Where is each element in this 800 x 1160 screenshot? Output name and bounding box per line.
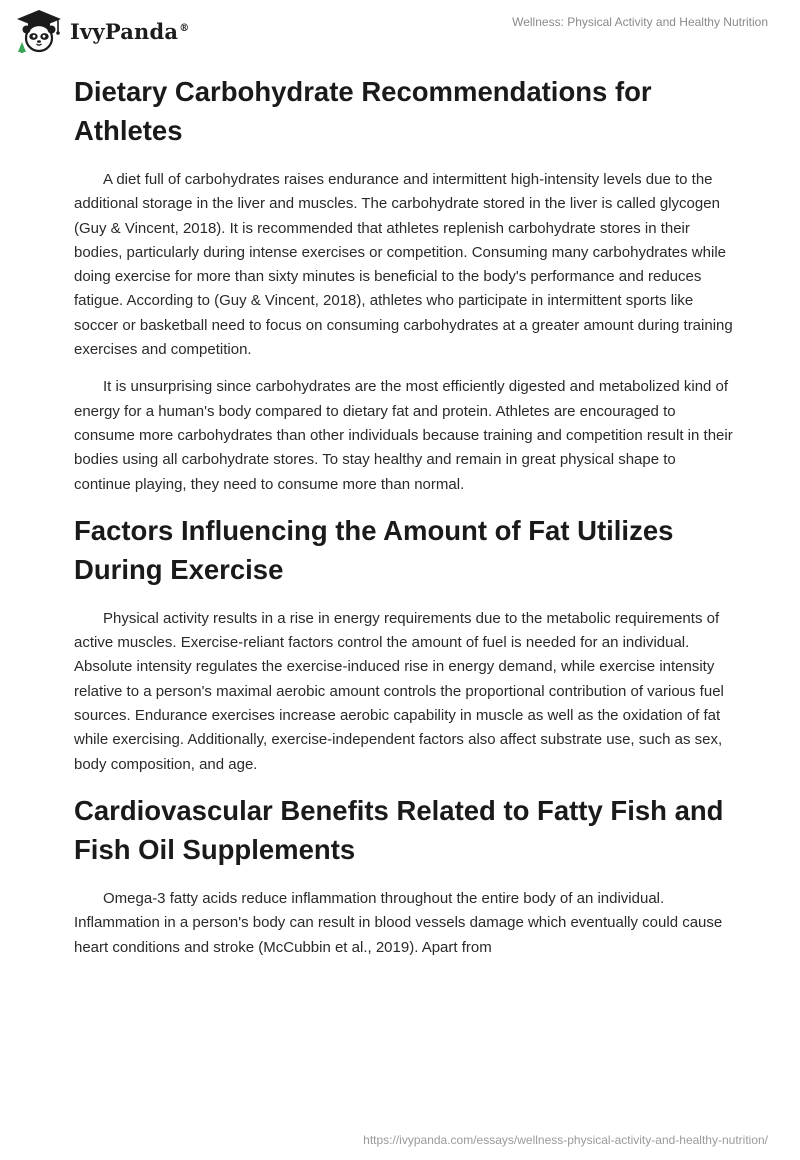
brand-logo[interactable] [14,8,189,54]
section-heading-fat-utilization: Factors Influencing the Amount of Fat Utilizes During Exercise [74,514,674,585]
brand-name [70,19,189,44]
paragraph: Physical activity results in a rise in energy requirements due to the metabolic requirements of active muscles. Exercise-reliant factors control the amount of fuel is needed for an individual. Absolute intensity regulates the exercise-induced rise in energy demand, while exercise intensity relative to a person's maximal aerobic amount controls the proportional contribution of various fuel sources. Endurance exercises increase aerobic capability in muscle as well as the oxidation of fat while exercising. Additionally, exercise-independent factors also affect substrate use, such as sex, body composition, and age. [74,609,724,773]
section-heading-carbohydrates: Dietary Carbohydrate Recommendations for Athletes [74,76,652,146]
paragraph: Omega-3 fatty acids reduce inflammation throughout the entire body of an individual. Inflammation in a person's body can result in blood vessels damage which eventually could cause heart conditions and stroke (McCubbin et al., 2019). Apart from [74,889,723,956]
source-url[interactable]: https://ivypanda.com/essays/wellness-physical-activity-and-healthy-nutrition/ [363,1133,768,1147]
document-title: Wellness: Physical Activity and Healthy Nutrition [512,15,768,29]
page-header [0,0,800,70]
article-body [74,70,734,960]
registered-mark: ® [179,22,190,34]
paragraph: A diet full of carbohydrates raises endurance and intermittent high-intensity levels due to the additional storage in the liver and muscles. The carbohydrate stored in the liver is called glycogen (Guy & Vincent, 2018). It is recommended that athletes replenish carbohydrate stores in their bodies, particularly during intense exercises or competition. Consuming many carbohydrates while doing exercise for more than sixty minutes is beneficial to the body's performance and reduces fatigue. According to (Guy & Vincent, 2018), athletes who participate in intermittent sports like soccer or basketball need to focus on consuming carbohydrates at a greater amount during training exercises and competition. [74,171,733,359]
brand-name-text: IvyPanda [70,18,179,44]
section-heading-fish-oil: Cardiovascular Benefits Related to Fatty Fish and Fish Oil Supplements [74,794,724,865]
panda-graduation-cap-icon [14,8,64,54]
paragraph: It is unsurprising since carbohydrates are the most efficiently digested and metabolized kind of energy for a human's body compared to dietary fat and protein. Athletes are encouraged to consume more carbohydrates than other individuals because training and competition result in their bodies using all carbohydrate stores. To stay healthy and remain in great physical shape to continue playing, they need to consume more than normal. [74,378,733,493]
